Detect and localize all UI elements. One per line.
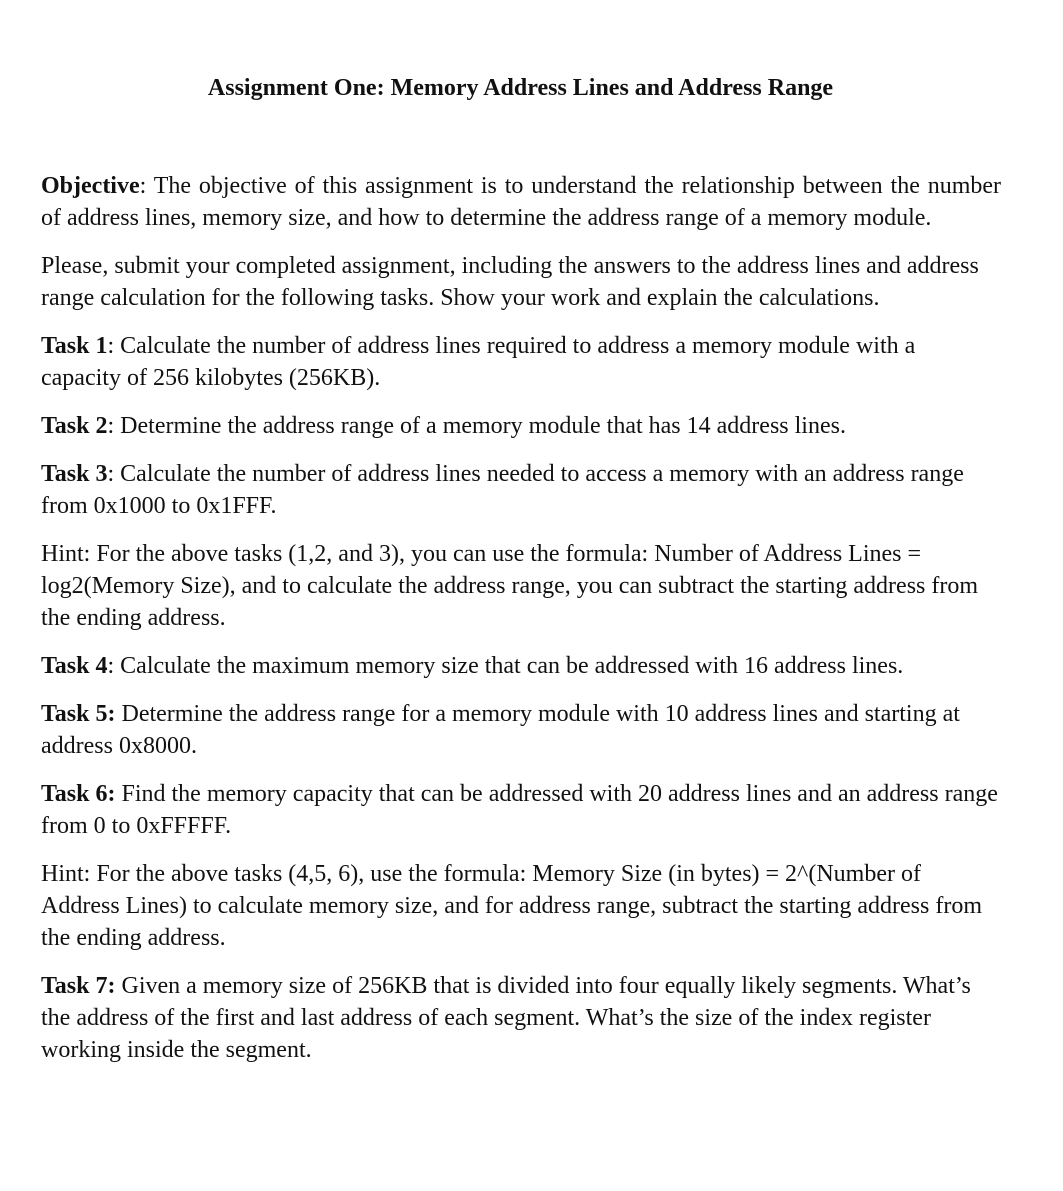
task-text: Determine the address range for a memory module with 10 address lines and starting at address 0x8000. <box>41 701 960 759</box>
objective-text: The objective of this assignment is to understand the relationship between the number of address lines, memory size, and how to determine the address range of a memory module. <box>41 173 1002 231</box>
task-2 <box>41 410 1001 442</box>
task-separator: : <box>107 653 121 679</box>
task-label: Task 7: <box>41 973 116 999</box>
task-3 <box>41 458 1001 522</box>
task-5 <box>41 698 1001 762</box>
objective-separator: : <box>139 173 154 199</box>
document-title: Assignment One: Memory Address Lines and Address Range <box>207 75 834 101</box>
task-text: Given a memory size of 256KB that is divided into four equally likely segments. What’s the address of the first and last address of each segment. What’s the size of the index register working inside the segment. <box>41 973 971 1063</box>
task-separator: : <box>107 461 121 487</box>
hint-1: Hint: For the above tasks (1,2, and 3), you can use the formula: Number of Address Lines = log2(Memory Size), and to calculate the address range, you can subtract the starting address from the ending address. <box>41 541 979 631</box>
task-text: Calculate the number of address lines required to address a memory module with a capacity of 256 kilobytes (256KB). <box>41 333 916 391</box>
task-label: Task 2 <box>41 413 108 439</box>
task-1 <box>41 330 1001 394</box>
task-label: Task 6: <box>41 781 116 807</box>
task-label: Task 1 <box>41 333 108 359</box>
task-text: Calculate the maximum memory size that can be addressed with 16 address lines. <box>120 653 904 679</box>
task-text: Find the memory capacity that can be addressed with 20 address lines and an address range from 0 to 0xFFFFF. <box>41 781 998 839</box>
task-6 <box>41 778 1001 842</box>
task-separator: : <box>107 413 121 439</box>
objective-label: Objective <box>41 173 140 199</box>
task-separator: : <box>107 333 121 359</box>
task-7 <box>41 970 1001 1066</box>
document-body <box>41 170 1001 1082</box>
task-label: Task 3 <box>41 461 108 487</box>
task-text: Determine the address range of a memory module that has 14 address lines. <box>120 413 846 439</box>
task-text: Calculate the number of address lines needed to access a memory with an address range from 0x1000 to 0x1FFF. <box>41 461 964 519</box>
task-4 <box>41 650 1001 682</box>
task-label: Task 4 <box>41 653 108 679</box>
objective-paragraph <box>41 170 1001 234</box>
task-label: Task 5: <box>41 701 116 727</box>
hint-2: Hint: For the above tasks (4,5, 6), use the formula: Memory Size (in bytes) = 2^(Number of Address Lines) to calculate memory size, and for address range, subtract the starting address from the ending address. <box>41 861 983 951</box>
instructions-paragraph: Please, submit your completed assignment, including the answers to the address lines and address range calculation for the following tasks. Show your work and explain the calculations. <box>41 253 979 311</box>
